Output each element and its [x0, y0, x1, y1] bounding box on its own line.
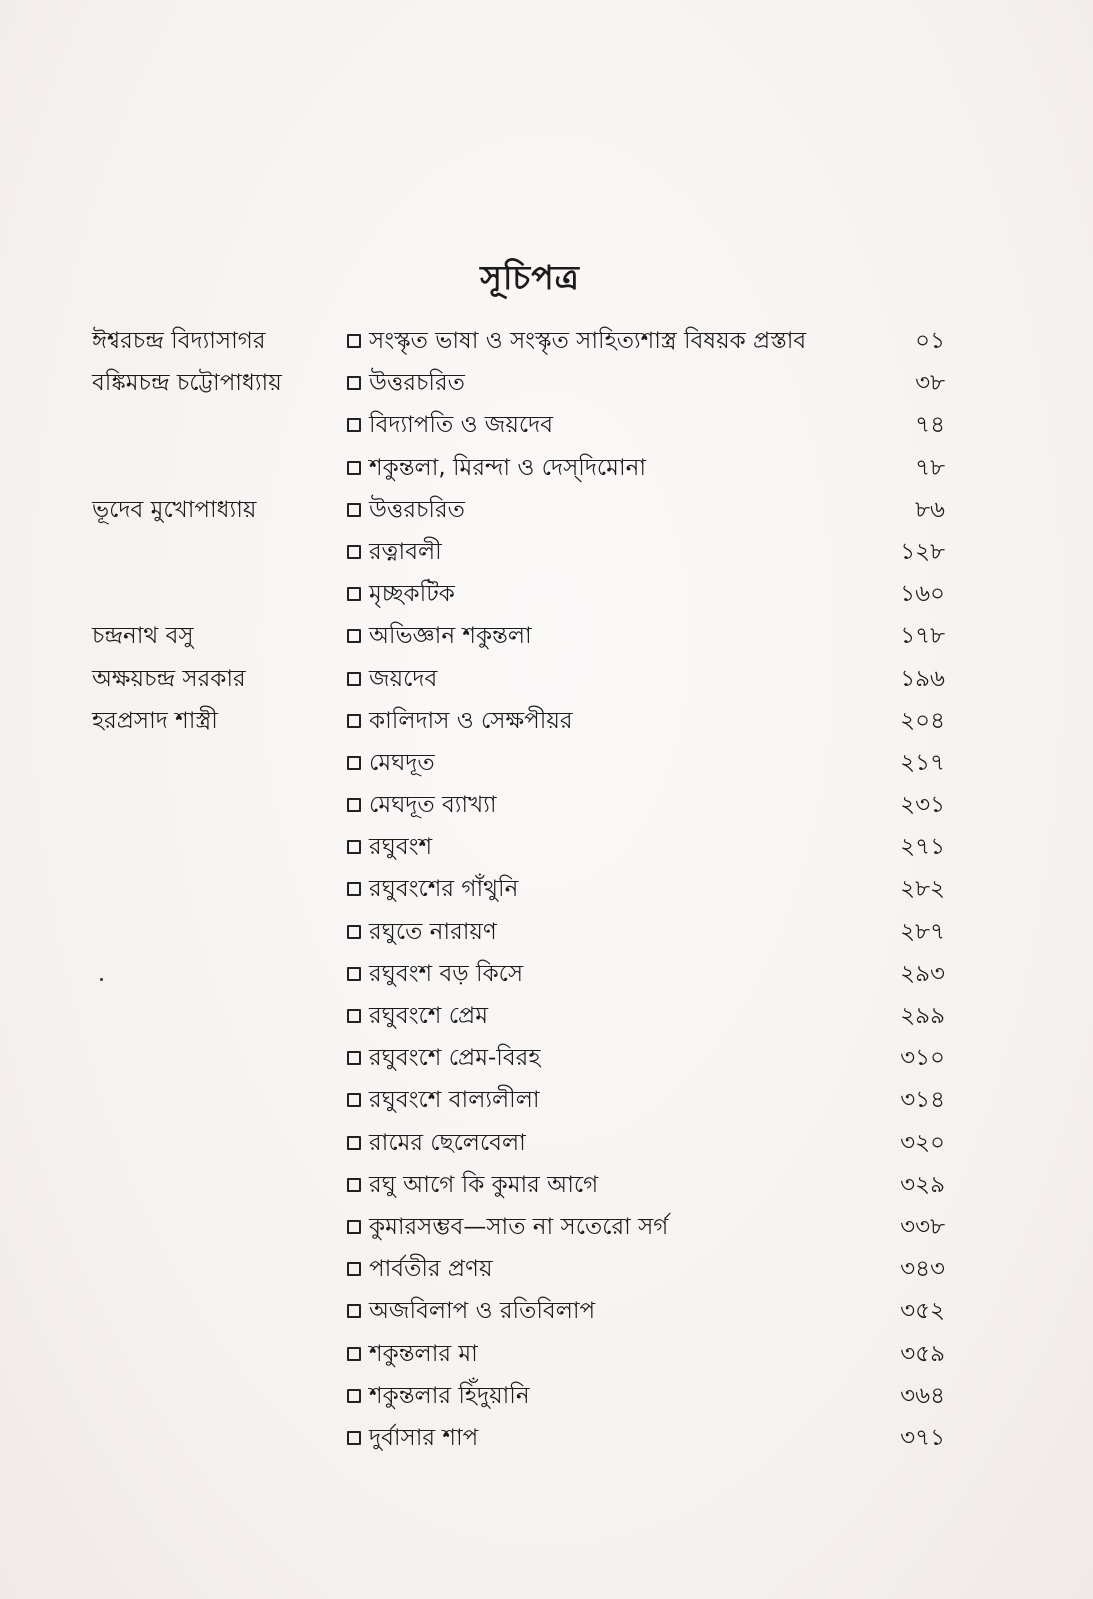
- toc-row: [0, 573, 1093, 615]
- toc-page-number: ৮৬: [915, 496, 945, 523]
- toc-page-number: ৩২০: [900, 1129, 945, 1156]
- checkbox-bullet-icon: [347, 925, 361, 939]
- toc-entry-title: রঘুবংশ বড় কিসে: [369, 960, 524, 987]
- toc-page-number: ১৭৮: [900, 623, 945, 650]
- toc-row: [0, 1417, 1093, 1459]
- toc-entry-title: রঘু আগে কি কুমার আগে: [369, 1171, 599, 1198]
- toc-row: [0, 615, 1093, 657]
- toc-entry: [347, 1079, 540, 1121]
- checkbox-bullet-icon: [347, 376, 361, 390]
- toc-entry: [347, 868, 518, 910]
- toc-entry: [347, 573, 455, 615]
- toc-entry-title: কুমারসম্ভব—সাত না সতেরো সর্গ: [369, 1213, 669, 1240]
- toc-entry: [347, 658, 437, 700]
- toc-entry-title: মেঘদূত: [369, 749, 435, 776]
- toc-page-number: ৭৪: [915, 412, 945, 439]
- toc-page-number: ১৬০: [900, 581, 945, 608]
- checkbox-bullet-icon: [347, 714, 361, 728]
- toc-entry: [347, 531, 442, 573]
- toc-page-number: ২৮২: [900, 876, 945, 903]
- toc-page-number: ২৯৩: [900, 960, 945, 987]
- toc-page-number: ৭৮: [915, 454, 945, 481]
- toc-entry: [347, 953, 523, 995]
- toc-entry-title: রঘুবংশে বাল্যলীলা: [369, 1087, 540, 1114]
- toc-page-number: ২০৪: [900, 707, 945, 734]
- checkbox-bullet-icon: [347, 1262, 361, 1276]
- toc-entry: [347, 784, 497, 826]
- table-of-contents: [0, 320, 1093, 1459]
- toc-page-number: ২১৭: [900, 749, 945, 776]
- checkbox-bullet-icon: [347, 1347, 361, 1361]
- toc-entry-title: রঘুবংশের গাঁথুনি: [369, 876, 519, 903]
- toc-entry: [347, 1037, 540, 1079]
- toc-entry: [347, 742, 435, 784]
- toc-entry-title: উত্তরচরিত: [369, 370, 465, 397]
- toc-entry: [347, 320, 806, 362]
- toc-entry: [347, 1248, 493, 1290]
- toc-entry-title: পার্বতীর প্রণয়: [369, 1256, 493, 1283]
- toc-row: [0, 1290, 1093, 1332]
- checkbox-bullet-icon: [347, 1051, 361, 1065]
- toc-entry-title: সংস্কৃত ভাষা ও সংস্কৃত সাহিত্যশাস্ত্র বিষয়ক প্রস্তাব: [369, 328, 807, 354]
- toc-entry: [347, 489, 465, 531]
- toc-row: [0, 700, 1093, 742]
- toc-page-number: ২৮৭: [900, 918, 945, 945]
- toc-entry: [347, 1122, 526, 1164]
- checkbox-bullet-icon: [347, 840, 361, 854]
- checkbox-bullet-icon: [347, 756, 361, 770]
- toc-page-number: ৩৫২: [900, 1298, 945, 1325]
- toc-entry: [347, 1206, 668, 1248]
- toc-entry: [347, 404, 553, 446]
- toc-page-number: ২৯৯: [900, 1003, 945, 1029]
- toc-row: [0, 868, 1093, 910]
- toc-row: [0, 658, 1093, 700]
- toc-entry-title: রামের ছেলেবেলা: [369, 1129, 526, 1156]
- toc-entry-title: অজবিলাপ ও রতিবিলাপ: [369, 1298, 596, 1325]
- checkbox-bullet-icon: [347, 672, 361, 686]
- toc-entry-title: উত্তরচরিত: [369, 496, 465, 523]
- toc-page-number: ৩৫৯: [900, 1340, 945, 1367]
- toc-author: ভূদেব মুখোপাধ্যায়: [92, 496, 257, 523]
- toc-entry-title: মৃচ্ছকটিক: [369, 581, 455, 608]
- checkbox-bullet-icon: [347, 629, 361, 643]
- toc-page-number: ০১: [915, 328, 945, 354]
- toc-entry-title: রঘুবংশে প্রেম: [369, 1003, 488, 1029]
- toc-row: [0, 826, 1093, 868]
- toc-page-number: ২৭১: [900, 834, 945, 861]
- toc-row: [0, 1248, 1093, 1290]
- toc-row: [0, 1037, 1093, 1079]
- toc-row: [0, 784, 1093, 826]
- checkbox-bullet-icon: [347, 545, 361, 559]
- toc-page-number: ১২৮: [900, 538, 945, 565]
- toc-entry: [347, 700, 573, 742]
- toc-row: [0, 362, 1093, 404]
- toc-entry-title: রঘুবংশে প্রেম-বিরহ: [369, 1045, 541, 1072]
- toc-entry-title: শকুন্তলার মা: [369, 1340, 478, 1367]
- toc-entry-title: রত্নাবলী: [369, 538, 442, 565]
- toc-entry: [347, 362, 465, 404]
- toc-row: [0, 995, 1093, 1037]
- toc-entry: [347, 1333, 478, 1375]
- checkbox-bullet-icon: [347, 1178, 361, 1192]
- toc-page-number: ২৩১: [900, 792, 945, 819]
- toc-entry-title: দুর্বাসার শাপ: [369, 1424, 479, 1451]
- toc-entry-title: অভিজ্ঞান শকুন্তলা: [369, 623, 532, 650]
- checkbox-bullet-icon: [347, 503, 361, 517]
- toc-author: ঈশ্বরচন্দ্র বিদ্যাসাগর: [92, 328, 266, 354]
- checkbox-bullet-icon: [347, 798, 361, 812]
- toc-page-number: ৩১৪: [900, 1087, 945, 1114]
- toc-entry: [347, 1375, 530, 1417]
- toc-page-number: ৩৭১: [900, 1424, 945, 1451]
- toc-entry: [347, 447, 646, 489]
- toc-row: [0, 404, 1093, 446]
- toc-entry: [347, 995, 488, 1037]
- toc-row: [0, 1206, 1093, 1248]
- toc-author: অক্ষয়চন্দ্র সরকার: [92, 665, 246, 692]
- toc-entry: [347, 911, 497, 953]
- toc-entry-title: মেঘদূত ব্যাখ্যা: [369, 792, 497, 819]
- toc-page-number: ৩৬৪: [900, 1382, 945, 1409]
- toc-row: [0, 1375, 1093, 1417]
- stray-dot: [100, 978, 103, 981]
- toc-row: [0, 1122, 1093, 1164]
- toc-page-number: ৩৪৩: [900, 1256, 945, 1283]
- toc-row: [0, 320, 1093, 362]
- toc-row: [0, 1079, 1093, 1121]
- toc-entry: [347, 1290, 595, 1332]
- toc-entry-title: কালিদাস ও সেক্ষপীয়র: [369, 707, 573, 734]
- checkbox-bullet-icon: [347, 1389, 361, 1403]
- toc-entry: [347, 826, 432, 868]
- checkbox-bullet-icon: [347, 334, 361, 348]
- checkbox-bullet-icon: [347, 587, 361, 601]
- checkbox-bullet-icon: [347, 1009, 361, 1023]
- checkbox-bullet-icon: [347, 418, 361, 432]
- checkbox-bullet-icon: [347, 1304, 361, 1318]
- toc-row: [0, 1333, 1093, 1375]
- toc-entry: [347, 1164, 598, 1206]
- checkbox-bullet-icon: [347, 967, 361, 981]
- toc-entry-title: রঘুতে নারায়ণ: [369, 918, 497, 945]
- toc-entry-title: রঘুবংশ: [369, 834, 433, 861]
- toc-row: [0, 953, 1093, 995]
- toc-author: বঙ্কিমচন্দ্র চট্টোপাধ্যায়: [92, 370, 282, 397]
- toc-page-number: ১৯৬: [900, 665, 945, 692]
- checkbox-bullet-icon: [347, 1136, 361, 1150]
- toc-entry-title: শকুন্তলার হিঁদুয়ানি: [369, 1382, 530, 1409]
- toc-page-number: ৩১০: [900, 1045, 945, 1072]
- toc-page-number: ৩২৯: [900, 1171, 945, 1198]
- toc-row: [0, 911, 1093, 953]
- toc-row: [0, 1164, 1093, 1206]
- toc-entry: [347, 1417, 478, 1459]
- checkbox-bullet-icon: [347, 1093, 361, 1107]
- toc-page-number: ৩৮: [915, 370, 945, 397]
- toc-page-number: ৩৩৮: [900, 1213, 945, 1240]
- toc-row: [0, 489, 1093, 531]
- checkbox-bullet-icon: [347, 882, 361, 896]
- toc-row: [0, 531, 1093, 573]
- toc-entry-title: শকুন্তলা, মিরন্দা ও দেস্‌দিমোনা: [369, 454, 647, 481]
- toc-author: হরপ্রসাদ শাস্ত্রী: [92, 707, 218, 734]
- checkbox-bullet-icon: [347, 1220, 361, 1234]
- toc-entry: [347, 615, 532, 657]
- toc-entry-title: বিদ্যাপতি ও জয়দেব: [369, 412, 554, 439]
- checkbox-bullet-icon: [347, 461, 361, 475]
- toc-row: [0, 742, 1093, 784]
- checkbox-bullet-icon: [347, 1431, 361, 1445]
- toc-entry-title: জয়দেব: [369, 665, 438, 692]
- toc-author: চন্দ্রনাথ বসু: [92, 623, 194, 650]
- page-title: সূচিপত্র: [480, 258, 580, 297]
- toc-row: [0, 447, 1093, 489]
